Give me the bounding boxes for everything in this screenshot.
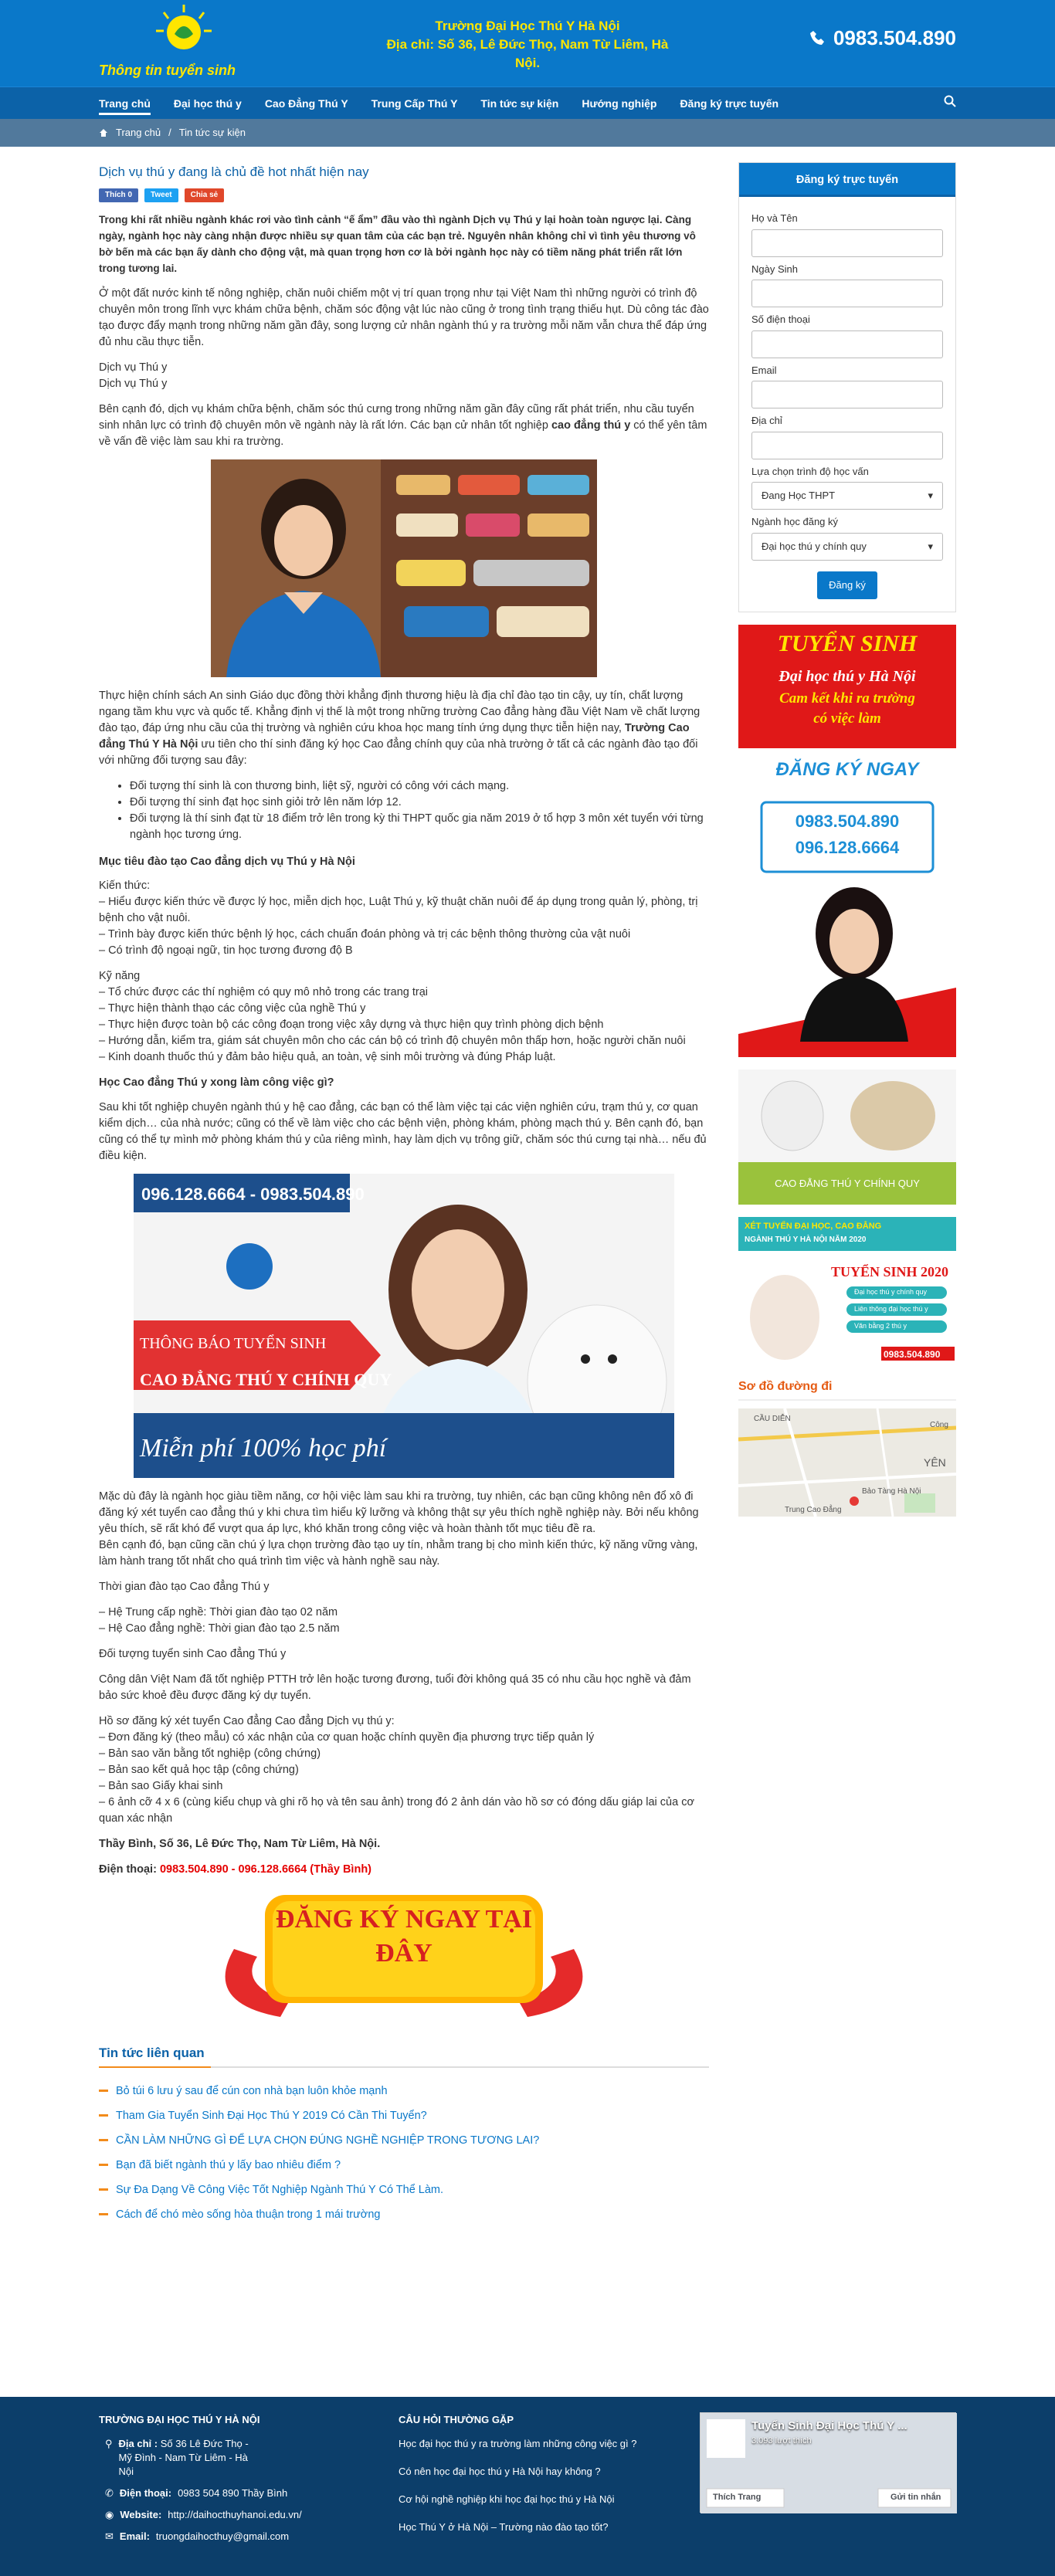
- website-label: Website:: [120, 2508, 162, 2520]
- fb-like-page-button[interactable]: Thích Trang: [713, 2493, 762, 2502]
- fb-likes: 3.093 lượt thích: [751, 2436, 812, 2446]
- nav-item-university[interactable]: Đại học thú y: [173, 97, 242, 110]
- sidebar: [738, 162, 956, 2227]
- footer-school-title: TRƯỜNG ĐẠI HỌC THÚ Y HÀ NỘI: [99, 2414, 260, 2425]
- banner-2020-item: Văn bằng 2 thú y: [854, 1321, 907, 1330]
- paragraph: Thời gian đào tạo Cao đẳng Thú y: [99, 1581, 270, 1593]
- location-map[interactable]: [738, 1408, 956, 1517]
- fb-page-title[interactable]: Tuyển Sinh Đại Học Thú Y ...: [751, 2419, 907, 2432]
- paragraph: Ở một đất nước kinh tế nông nghiệp, chăn nuôi chiếm một vị trí quan trọng như tại Việt Nam thì những người có trình độ chuyên môn trong lĩnh vực khám chữa bệnh, chăm sóc động vật lúc nào cũng ở trong tình trạng thiếu hụt. Dù công tác đào tạo được đẩy mạnh trong những năm gần đây, song lượng cử nhân ngành thú y ra trường mỗi năm vẫn chưa thể đáp ứng đủ nhu cầu thực tiễn.: [99, 286, 709, 348]
- sun-logo-icon: [153, 3, 215, 59]
- email-input[interactable]: [751, 381, 943, 408]
- nav-item-career[interactable]: Hướng nghiệp: [582, 97, 657, 110]
- banner-phone-2: 096.128.6664: [795, 837, 900, 857]
- phone-value: 0983.504.890 - 096.128.6664 (Thầy Bình): [159, 1863, 372, 1876]
- nav-item-register[interactable]: Đăng ký trực tuyến: [680, 97, 779, 110]
- banner-cta: ĐĂNG KÝ NGAY: [775, 758, 919, 780]
- related-news-item[interactable]: CẦN LÀM NHỮNG GÌ ĐỂ LỰA CHỌN ĐÚNG NGHỀ NGHIỆP TRONG TƯƠNG LAI?: [99, 2128, 709, 2153]
- email-link[interactable]: truongdaihocthuy@gmail.com: [155, 2530, 290, 2542]
- website-link[interactable]: http://daihocthuyhanoi.edu.vn/: [168, 2508, 302, 2520]
- faq-item[interactable]: Học đại học thú y ra trường làm những công việc gì ?: [399, 2437, 637, 2449]
- bold-text: Trường Cao đẳng Thú Y Hà Nội: [99, 721, 690, 751]
- submit-button[interactable]: Đăng ký: [817, 571, 877, 599]
- dob-input[interactable]: [751, 280, 943, 307]
- mail-icon: ✉: [105, 2530, 114, 2542]
- banner-phone-1: 0983.504.890: [795, 811, 900, 831]
- address-label: Địa chỉ :: [118, 2437, 158, 2449]
- footer-contact: [99, 2412, 399, 2551]
- major-select[interactable]: [751, 533, 943, 561]
- article-lead: Trong khi rất nhiều ngành khác rơi vào tình cảnh “ế ẩm” đầu vào thì ngành Dịch vụ Thú y lại hoàn toàn ngược lại. Càng ngày, ngành học này càng nhận được nhiều sự quan tâm của các bạn trẻ. Nguyên nhân không chỉ vì tình yêu thương vô bờ bến mà các bạn ấy dành cho động vật, mà quan trọng hơn cơ là bởi ngành học này có tiềm năng phát triển rất lớn trong tương lai.: [99, 213, 696, 274]
- map-pin-icon: ⚲: [105, 2437, 113, 2449]
- breadcrumb-home[interactable]: Trang chủ: [116, 127, 161, 139]
- search-icon[interactable]: [944, 95, 956, 107]
- phone-label: Điện thoại:: [119, 2486, 172, 2499]
- major-value: Đại học thú y chính quy: [762, 540, 867, 552]
- fb-like-button[interactable]: Thích 0: [99, 188, 138, 202]
- faq-title: CÂU HỎI THƯỜNG GẶP: [399, 2414, 514, 2425]
- priority-list: [130, 778, 709, 843]
- footer-phone: [99, 2486, 399, 2500]
- dob-label: Ngày Sinh: [751, 263, 798, 275]
- paragraph: [99, 688, 709, 769]
- list-item: • Đối tượng thí sinh là con thương binh, liệt sỹ, người có công với cách mạng.: [130, 778, 709, 795]
- banner-notice: THÔNG BÁO TUYỂN SINH: [140, 1335, 327, 1352]
- banner-2020-line1: XÉT TUYỂN ĐẠI HỌC, CAO ĐẲNG: [745, 1221, 882, 1231]
- faq-item[interactable]: Có nên học đại học thú y Hà Nội hay không ?: [399, 2465, 601, 2477]
- footer-faq: [399, 2412, 700, 2551]
- breadcrumb-separator: /: [168, 127, 171, 139]
- fb-send-message-button[interactable]: Gửi tin nhắn: [890, 2493, 941, 2502]
- address-value: Số 36 Lê Đức Thọ - Mỹ Đình - Nam Từ Liêm - Hà Nội: [118, 2437, 249, 2477]
- vet-college-label: CAO ĐẲNG THÚ Y CHÍNH QUY: [775, 1177, 920, 1189]
- text: Bên cạnh đó, dịch vụ khám chữa bệnh, chăm sóc thú cưng trong những năm gần đây cũng rất phát triển, nhu cầu tuyển sinh nhân lực có trình độ chuyên môn về ngành này là rất lớn. Các bạn cử nhân tốt nghiệp: [99, 402, 694, 432]
- globe-icon: ◉: [105, 2508, 114, 2520]
- name-label: Họ và Tên: [751, 212, 798, 224]
- banner-2020-item: Liên thông đại học thú y: [854, 1304, 928, 1313]
- nav-item-vocational[interactable]: Trung Cấp Thú Y: [371, 97, 458, 110]
- paragraph: Dịch vụ Thú y: [99, 361, 168, 374]
- address-input[interactable]: [751, 432, 943, 459]
- breadcrumb: [0, 119, 1055, 147]
- logo-text: Thông tin tuyển sinh: [99, 63, 236, 78]
- related-news-title: Tin tức liên quan: [99, 2043, 709, 2068]
- related-news-item[interactable]: Bỏ túi 6 lưu ý sau để cún con nhà bạn luôn khỏe mạnh: [99, 2079, 709, 2103]
- facebook-page-card: [700, 2412, 956, 2513]
- banner-title: TUYỂN SINH: [777, 630, 918, 656]
- map-title: Sơ đồ đường đi: [738, 1378, 956, 1401]
- school-info: [381, 17, 674, 73]
- email-label: Email: [751, 364, 777, 376]
- text: ưu tiên cho thí sinh đăng ký học Cao đẳng chính quy của nhà trường ở tất cả các ngành đào tạo đối với những đối tượng sau đây:: [99, 737, 698, 767]
- paragraph: Công dân Việt Nam đã tốt nghiệp PTTH trở lên hoặc tương đương, tuổi đời không quá 35 có nhu cầu học nghề và đảm bảo sức khoẻ đều được đăng ký dự tuyển.: [99, 1673, 691, 1702]
- footer-address: [99, 2437, 399, 2479]
- side-banner-admission[interactable]: [738, 625, 956, 1057]
- faq-item[interactable]: Học Thú Y ở Hà Nội – Trường nào đào tạo tốt?: [399, 2520, 609, 2533]
- related-news-item[interactable]: Tham Gia Tuyển Sinh Đại Học Thú Y 2019 Có Cần Thi Tuyển?: [99, 2103, 709, 2128]
- registration-form: [738, 162, 956, 612]
- home-icon: [99, 128, 108, 137]
- banner-program: CAO ĐẲNG THÚ Y CHÍNH QUY: [140, 1370, 392, 1389]
- map-label: Công: [930, 1420, 948, 1429]
- tweet-button[interactable]: Tweet: [144, 188, 178, 202]
- chevron-down-icon: ▾: [928, 540, 933, 552]
- paragraph: Hồ sơ đăng ký xét tuyển Cao đẳng Cao đẳng Dịch vụ thú y: – Đơn đăng ký (theo mẫu) có xác nhận của cơ quan hoặc chính quyền địa phương trực tiếp quản lý – Bản sao văn bằng tốt nghiệp (công chứng) – Bản sao kết quả học tập (công chứng) – Bản sao Giấy khai sinh – 6 ảnh cỡ 4 x 6 (cùng kiểu chụp và ghi rõ họ và tên sau ảnh) trong đó 2 ảnh dán vào hồ sơ có đóng dấu giáp lai của cơ quan xác nhận: [99, 1715, 694, 1825]
- register-now-button[interactable]: [188, 1887, 620, 2023]
- related-news-item[interactable]: Sự Đa Dạng Về Công Việc Tốt Nghiệp Ngành Thú Y Có Thể Làm.: [99, 2178, 709, 2202]
- footer-website: [99, 2508, 399, 2522]
- school-address: Địa chỉ: Số 36, Lê Đức Thọ, Nam Từ Liêm, Hà Nội.: [386, 37, 669, 70]
- nav-item-college[interactable]: Cao Đẳng Thú Y: [264, 97, 348, 110]
- map-label: Trung Cao Đẳng: [785, 1505, 842, 1514]
- header: [0, 0, 1055, 86]
- nav-item-home[interactable]: Trang chủ: [99, 87, 151, 120]
- paragraph: Sau khi tốt nghiệp chuyên ngành thú y hệ cao đẳng, các bạn có thể làm việc tại các viện nghiên cứu, trạm thú y, cơ quan kiểm dịch… của nhà nước; cũng có thể về làm việc cho các bệnh viện, phòng khám, phòng mạch thú y. Bên cạnh đó, bạn cũng có thể tự mình mở phòng khám thú y của riêng mình, hay làm dịch vụ trông giữ, chăm sóc thú cưng tại nhà… nếu đủ điều kiện.: [99, 1101, 707, 1162]
- header-phone-number: 0983.504.890: [833, 26, 956, 49]
- banner-promise: Cam kết khi ra trường: [779, 690, 915, 707]
- list-item: • Đối tượng là thí sinh đạt từ 18 điểm trở lên trong kỳ thi THPT quốc gia năm 2019 ở tổ hợp 3 môn xét tuyển với từng ngành học tương ứng.: [130, 811, 709, 843]
- section-heading: Mục tiêu đào tạo Cao đẳng dịch vụ Thú y Hà Nội: [99, 855, 355, 868]
- main-nav: [0, 86, 1055, 119]
- paragraph: Đối tượng tuyển sinh Cao đẳng Thú y: [99, 1648, 287, 1660]
- address-label: Địa chỉ: [751, 415, 782, 426]
- contact-address: Thầy Bình, Số 36, Lê Đức Thọ, Nam Từ Liêm, Hà Nội.: [99, 1838, 381, 1850]
- admission-banner[interactable]: [134, 1174, 674, 1478]
- banner-subtitle: Đại học thú y Hà Nội: [779, 667, 916, 685]
- paragraph: Dịch vụ Thú y: [99, 377, 168, 390]
- banner-promise-2: có việc làm: [813, 710, 881, 727]
- phone-icon: [809, 29, 827, 48]
- skills-paragraph: Kỹ năng – Tổ chức được các thí nghiệm có quy mô nhỏ trong các trang trại – Thực hiện thành thạo các công việc của nghề Thú y – Thực hiện được toàn bộ các công đoạn trong việc xây dựng và thực hiện quy trình phòng dịch bệnh – Hướng dẫn, kiểm tra, giám sát chuyên môn cho các cán bộ có trình độ chuyên môn thấp hơn, hoặc người chăn nuôi – Kinh doanh thuốc thú y đảm bảo hiệu quả, an toàn, vệ sinh môi trường và đúng Pháp luật.: [99, 970, 686, 1064]
- banner-2020-item: Đại học thú y chính quy: [854, 1287, 928, 1296]
- phone-icon: ✆: [105, 2486, 114, 2499]
- share-button[interactable]: Chia sẻ: [185, 188, 225, 202]
- phone-label: Số điện thoại: [751, 314, 810, 325]
- phone-value: 0983 504 890 Thầy Bình: [178, 2486, 288, 2499]
- side-banner-2020[interactable]: [738, 1217, 956, 1364]
- article: [99, 162, 709, 2227]
- social-buttons: [99, 188, 709, 202]
- breadcrumb-current[interactable]: Tin tức sự kiện: [178, 127, 246, 139]
- school-name: Trường Đại Học Thú Y Hà Nội: [435, 19, 620, 33]
- paragraph: – Hệ Trung cấp nghề: Thời gian đào tạo 02 năm – Hệ Cao đẳng nghề: Thời gian đào tạo 2.5 năm: [99, 1606, 340, 1635]
- banner-2020-phone: 0983.504.890: [884, 1348, 941, 1360]
- faq-item[interactable]: Cơ hội nghề nghiệp khi học đại học thú y Hà Nội: [399, 2493, 615, 2505]
- banner-2020-title: TUYỂN SINH 2020: [831, 1263, 949, 1280]
- education-label: Lựa chọn trình độ học vấn: [751, 465, 869, 477]
- side-banner-vet-college[interactable]: [738, 1069, 956, 1205]
- section-heading: Học Cao đẳng Thú y xong làm công việc gì?: [99, 1076, 334, 1090]
- name-input[interactable]: [751, 229, 943, 257]
- bold-text: cao đẳng thú y: [551, 419, 631, 432]
- site-logo[interactable]: [99, 3, 276, 80]
- education-value: Đang Học THPT: [762, 490, 836, 502]
- major-label: Ngành học đăng ký: [751, 516, 839, 527]
- phone-label: Điện thoại:: [99, 1863, 160, 1876]
- chevron-down-icon: ▾: [928, 490, 933, 502]
- footer: [0, 2397, 1055, 2576]
- facebook-widget[interactable]: [700, 2412, 956, 2551]
- related-news-list: [99, 2079, 709, 2227]
- map-label: CẦU DIỄN: [754, 1414, 791, 1423]
- banner-phones: 096.128.6664 - 0983.504.890: [141, 1185, 365, 1204]
- map-label: YÊN: [924, 1456, 946, 1469]
- contact-phone: [99, 1862, 709, 1878]
- text: Thực hiện chính sách An sinh Giáo dục đồng thời khẳng định thương hiệu là địa chỉ đào tạo tin cậy, uy tín, chất lượng ngang tầm khu vực và quốc tế. Khẳng định vị thế là một trong những trường Cao đẳng hàng đầu Việt Nam về chất lượng đào tạo, đáp ứng nhu cầu của thị trường và nghiên cứu khoa học mang tính ứng dụng thực tiễn hiện nay,: [99, 689, 701, 734]
- article-title: Dịch vụ thú y đang là chủ đề hot nhất hiện nay: [99, 164, 369, 179]
- paragraph: Mặc dù đây là ngành học giàu tiềm năng, cơ hội việc làm sau khi ra trường, tuy nhiên, các bạn cũng không nên đổ xô đi đăng ký xét tuyển cao đẳng thú y khi chưa tìm hiểu kỹ lưỡng và không thật sự yêu thích nghề nghiệp này. Bởi nếu không yêu thích, sẽ rất khó để vượt qua áp lực, khó khăn trong công việc và hoàn thành tốt mục tiêu đề ra. Bên cạnh đó, bạn cũng cần chú ý lựa chọn trường đào tạo uy tín, nhằm trang bị cho mình kiến thức, kỹ năng vững vàng, làm hành trang tốt nhất cho quá trình tìm việc và hành nghề sau này.: [99, 1490, 699, 1568]
- knowledge-paragraph: Kiến thức: – Hiểu được kiến thức về được lý học, miễn dịch học, Luật Thú y, kỹ thuật chăn nuôi để áp dụng trong quản lý, phòng, trị bệnh cho vật nuôi. – Trình bày được kiến thức bệnh lý học, cách chuẩn đoán phòng và trị các bệnh thông thường của vật nuôi – Có trình độ ngoại ngữ, tin học tương đương độ B: [99, 880, 698, 958]
- related-news-item[interactable]: Cách để chó mèo sống hòa thuận trong 1 mái trường: [99, 2202, 709, 2227]
- email-label: Email:: [119, 2530, 150, 2542]
- form-title: Đăng ký trực tuyến: [739, 163, 955, 197]
- text: có thể yên tâm về vấn đề việc làm sau khi ra trường.: [99, 419, 707, 448]
- article-photo-pet-shop: [211, 459, 597, 677]
- education-select[interactable]: [751, 482, 943, 510]
- footer-email: [99, 2530, 399, 2544]
- map-label: Bảo Tàng Hà Nội: [862, 1486, 921, 1496]
- pet-shop-photo: [211, 459, 597, 677]
- related-news-item[interactable]: Bạn đã biết ngành thú y lấy bao nhiêu điểm ?: [99, 2153, 709, 2178]
- banner-2020-line2: NGÀNH THÚ Y HÀ NỘI NĂM 2020: [745, 1235, 867, 1244]
- header-phone[interactable]: [809, 23, 956, 53]
- banner-free-tuition: Miễn phí 100% học phí: [140, 1434, 387, 1463]
- list-item: • Đối tượng thí sinh đạt học sinh giỏi trở lên năm lớp 12.: [130, 795, 709, 811]
- register-now-label: ĐĂNG KÝ NGAY TẠI ĐÂY: [275, 1905, 533, 1968]
- nav-item-news[interactable]: Tin tức sự kiện: [480, 97, 559, 110]
- paragraph: [99, 402, 709, 450]
- phone-input[interactable]: [751, 330, 943, 358]
